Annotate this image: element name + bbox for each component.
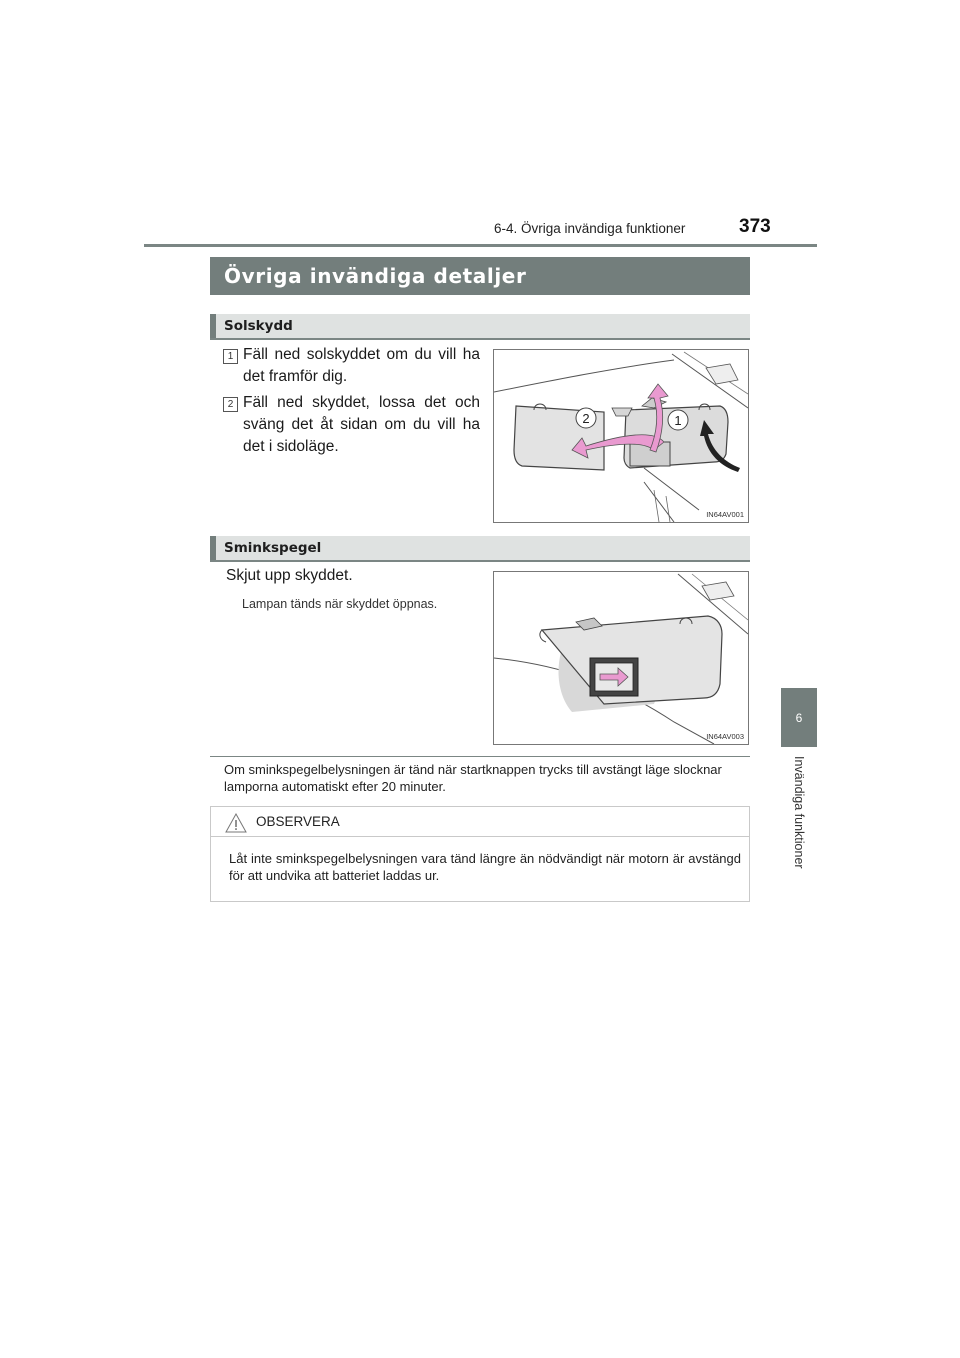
subheading-bar <box>210 536 216 560</box>
sun-visor-drawing <box>494 350 748 522</box>
running-header-section: 6-4. Övriga invändiga funktioner <box>494 221 686 236</box>
step-number-2: 2 <box>223 397 238 412</box>
step-number-1: 1 <box>223 349 238 364</box>
subheading-text: Solskydd <box>224 318 293 334</box>
section-title: Övriga invändiga detaljer <box>210 257 750 295</box>
chapter-tab <box>781 688 817 747</box>
figure-label: IN64AV001 <box>706 510 744 519</box>
warning-box <box>210 806 750 902</box>
warning-triangle-icon <box>225 813 247 833</box>
page-number: 373 <box>739 216 771 237</box>
step-text-1: Fäll ned solskyddet om du vill ha det framför dig. <box>243 346 480 385</box>
figure-label: IN64AV003 <box>706 732 744 741</box>
warning-text: Låt inte sminkspegelbelysningen vara tänd längre än nödvändigt när motorn är avstängd för att undvika att batteriet laddas ur. <box>229 851 741 883</box>
callout-2: 2 <box>582 411 590 426</box>
warning-label: OBSERVERA <box>256 814 340 829</box>
mirror-note: Lampan tänds när skyddet öppnas. <box>242 597 438 611</box>
mirror-instruction: Skjut upp skyddet. <box>226 567 353 584</box>
callout-1: 1 <box>674 413 682 428</box>
sun-visor-illustration <box>493 349 749 523</box>
chapter-title: Invändiga funktioner <box>792 756 806 869</box>
step-text-2: Fäll ned skyddet, lossa det och sväng det åt sidan om du vill ha det i sidoläge. <box>243 394 480 455</box>
vanity-mirror-illustration <box>493 571 749 745</box>
subheading-solskydd <box>210 314 750 340</box>
vanity-mirror-drawing <box>494 572 748 744</box>
subheading-sminkspegel <box>210 536 750 562</box>
footnote-rule <box>210 756 750 757</box>
chapter-number: 6 <box>795 710 803 725</box>
header-rule <box>144 244 817 247</box>
subheading-bar <box>210 314 216 338</box>
subheading-text: Sminkspegel <box>224 540 322 556</box>
warning-header <box>211 807 749 837</box>
footnote-text: Om sminkspegelbelysningen är tänd när startknappen trycks till avstängt läge slocknar lamporna automatiskt efter 20 minuter. <box>224 762 722 794</box>
